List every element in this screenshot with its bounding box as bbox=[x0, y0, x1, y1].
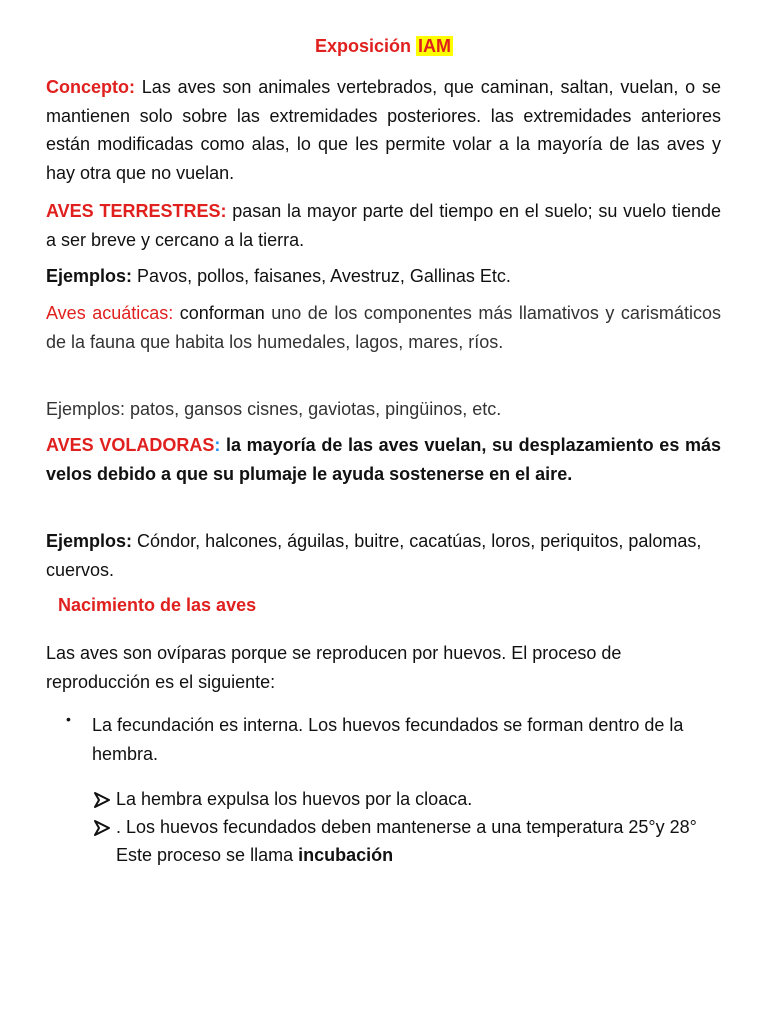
ejemplos-acuaticas-paragraph bbox=[46, 395, 721, 424]
acuaticas-text: uno de los componentes más llamativos y carismáticos de la fauna que habita los humedales, lagos, mares, ríos. bbox=[46, 303, 721, 352]
ejemplos-terrestres-text: Pavos, pollos, faisanes, Avestruz, Gallinas Etc. bbox=[137, 266, 511, 286]
nacimiento-heading: Nacimiento de las aves bbox=[58, 595, 257, 615]
ejemplos-terrestres-paragraph bbox=[46, 262, 721, 291]
ejemplos-terrestres-label: Ejemplos: bbox=[46, 266, 133, 286]
arrow-bullet-icon bbox=[92, 790, 112, 810]
page-title bbox=[0, 36, 768, 57]
terrestres-paragraph bbox=[46, 197, 721, 254]
acuaticas-strong: conforman bbox=[179, 303, 265, 323]
concepto-text: Las aves son animales vertebrados, que caminan, saltan, vuelan, o se mantienen solo sobre las extremidades posteriores. las extremidades anteriores están modificadas como alas, lo que les permite volar a la mayoría de las aves y hay otra que no vuelan. bbox=[46, 77, 721, 183]
ejemplos-voladoras-label: Ejemplos: bbox=[46, 531, 133, 551]
acuaticas-label: Aves acuáticas: bbox=[46, 303, 174, 323]
title-highlight: IAM bbox=[418, 36, 452, 56]
concepto-paragraph bbox=[46, 73, 721, 187]
arrow-bullet-icon bbox=[92, 818, 112, 838]
voladoras-colon: : bbox=[214, 435, 221, 455]
title-prefix: Exposición bbox=[314, 36, 411, 56]
acuaticas-paragraph bbox=[46, 299, 721, 356]
voladoras-text: la mayoría de las aves vuelan, su desplazamiento es más velos debido a que su plumaje le ayuda sostenerse en el aire. bbox=[46, 435, 721, 484]
ejemplos-acuaticas-text: Ejemplos: patos, gansos cisnes, gaviotas, pingüinos, etc. bbox=[46, 399, 502, 419]
nacimiento-intro: Las aves son ovíparas porque se reproducen por huevos. El proceso de reproducción es el siguiente: bbox=[46, 643, 622, 692]
concepto-label: Concepto: bbox=[46, 77, 135, 97]
arrow-item: La hembra expulsa los huevos por la cloaca. bbox=[116, 789, 473, 809]
terrestres-text: pasan la mayor parte del tiempo en el suelo; su vuelo tiende a ser breve y cercano a la tierra. bbox=[46, 201, 721, 250]
bullet-item: La fecundación es interna. Los huevos fecundados se forman dentro de la hembra. bbox=[92, 715, 684, 764]
arrow-item-text: . Los huevos fecundados deben mantenerse a una temperatura 25°y 28° Este proceso se llama bbox=[116, 817, 697, 865]
arrow-item bbox=[116, 813, 716, 869]
arrow-item-strong: incubación bbox=[298, 845, 394, 865]
bullet-dot-icon: • bbox=[66, 711, 71, 727]
ejemplos-voladoras-paragraph bbox=[46, 527, 746, 584]
terrestres-label: AVES TERRESTRES: bbox=[46, 201, 227, 221]
ejemplos-voladoras-text: Cóndor, halcones, águilas, buitre, cacatúas, loros, periquitos, palomas, cuervos. bbox=[46, 531, 702, 580]
voladoras-label: AVES VOLADORAS bbox=[46, 435, 215, 455]
voladoras-paragraph bbox=[46, 431, 721, 488]
